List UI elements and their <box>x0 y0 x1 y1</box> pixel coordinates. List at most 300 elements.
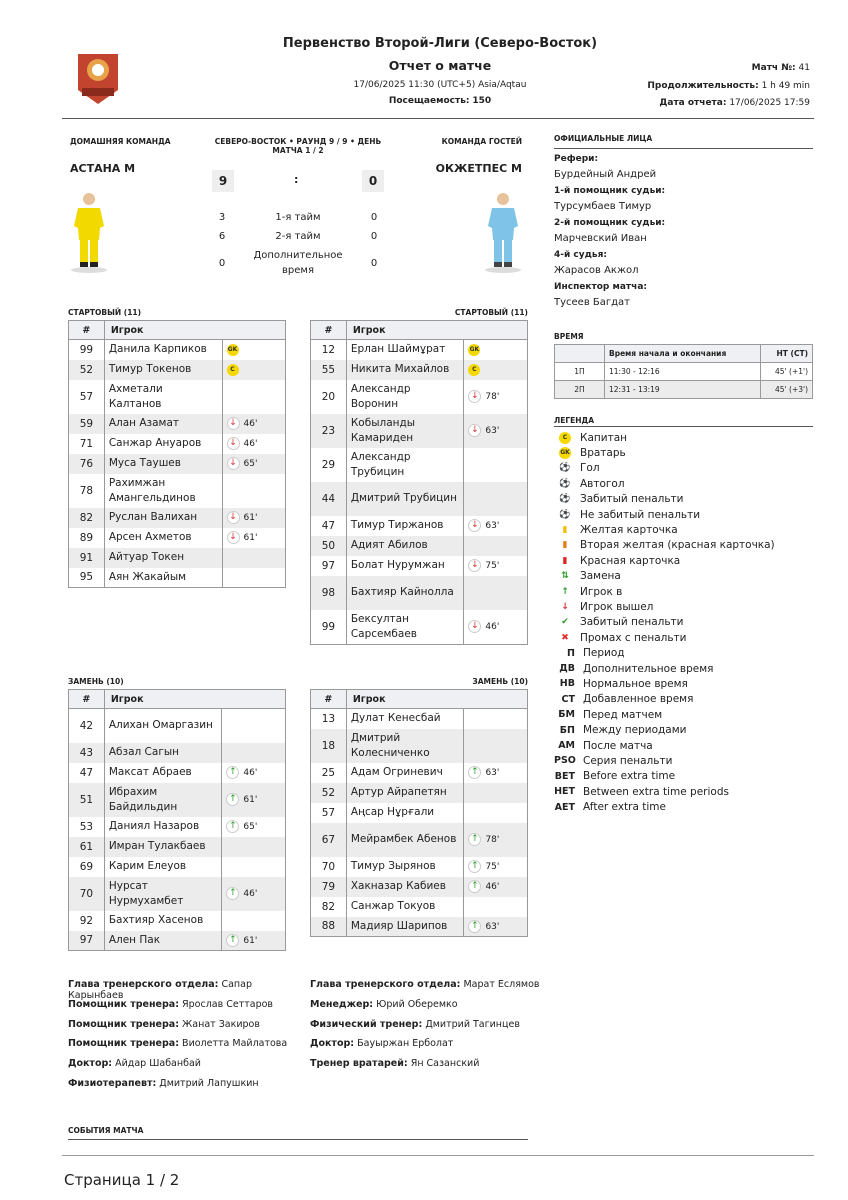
staff-item <box>310 1019 550 1039</box>
player-event <box>222 931 286 951</box>
captain-icon: C <box>468 364 480 376</box>
report-title: Первенство Второй-Лиги (Северо-Восток) <box>282 36 598 51</box>
player-number: 99 <box>69 340 105 360</box>
table-row <box>311 516 528 536</box>
player-number: 98 <box>311 576 347 610</box>
player-name: Бахтияр Хасенов <box>104 911 222 931</box>
staff-item <box>68 1058 308 1078</box>
legend-abbr-item <box>554 707 813 722</box>
table-row <box>69 857 286 877</box>
event-minute: 46' <box>485 622 500 632</box>
table-row <box>311 917 528 937</box>
player-number: 70 <box>311 857 347 877</box>
event-minute: 63' <box>485 521 500 531</box>
player-name: Адам Огриневич <box>346 763 464 783</box>
player-event <box>464 516 528 536</box>
officials-caption: ОФИЦИАЛЬНЫЕ ЛИЦА <box>554 134 653 143</box>
player-name: Данила Карпиков <box>104 340 222 360</box>
player-name: Алан Азамат <box>104 414 222 434</box>
player-event <box>222 763 286 783</box>
legend-item <box>554 538 813 553</box>
player-event <box>222 857 286 877</box>
table-row <box>69 414 286 434</box>
table-row <box>69 380 286 414</box>
table-row <box>311 576 528 610</box>
legend-abbr-label: Before extra time <box>583 770 676 783</box>
player-in-icon: ↑ <box>226 820 239 833</box>
staff-role: Глава тренерского отдела: <box>310 979 461 990</box>
player-in-icon: ↑ <box>468 766 481 779</box>
away-team-name: ОКЖЕТПЕС М <box>435 162 522 175</box>
player-number: 43 <box>69 743 105 763</box>
player-number: 23 <box>311 414 347 448</box>
player-number: 97 <box>311 556 347 576</box>
player-number: 51 <box>69 783 105 817</box>
legend-abbr-label: Дополнительное время <box>583 662 714 675</box>
table-row <box>69 360 286 380</box>
col-player: Игрок <box>346 690 527 709</box>
match-datetime: 17/06/2025 11:30 (UTC+5) Asia/Aqtau <box>353 80 527 90</box>
player-in-icon: ↑ <box>468 920 481 933</box>
staff-name: Марат Еслямов <box>463 979 540 990</box>
staff-item <box>310 1038 550 1058</box>
player-name: Дмитрий Трубицин <box>346 482 464 516</box>
away-subs-table <box>310 689 528 937</box>
table-row <box>311 380 528 414</box>
player-event <box>222 454 286 474</box>
player-name: Ерлан Шаймұрат <box>346 340 464 360</box>
table-row <box>69 911 286 931</box>
table-row <box>69 454 286 474</box>
official-role: Рефери: <box>554 154 599 164</box>
match-duration: Продолжительность: 1 h 49 min <box>647 81 810 91</box>
legend-label: Игрок в <box>580 585 623 598</box>
away-subs-caption: ЗАМЕНЬ (10) <box>472 677 528 686</box>
player-name: Тимур Тиржанов <box>346 516 464 536</box>
player-event <box>464 576 528 610</box>
player-event <box>464 536 528 556</box>
staff-role: Тренер вратарей: <box>310 1058 408 1070</box>
half-away-score: 0 <box>370 212 378 223</box>
official-role: Инспектор матча: <box>554 282 647 292</box>
legend-item <box>554 522 813 537</box>
player-event <box>222 528 286 548</box>
table-row <box>69 709 286 743</box>
table-row <box>69 474 286 508</box>
official-role: 2-й помощник судьи: <box>554 218 666 228</box>
legend-abbr-item <box>554 676 813 691</box>
official-name: Тусеев Багдат <box>554 297 631 308</box>
official-name: Марчевский Иван <box>554 233 647 244</box>
legend-abbr: БП <box>559 724 575 736</box>
legend-item <box>554 569 813 584</box>
event-minute: 46' <box>243 889 258 899</box>
legend-abbr: СТ <box>561 693 575 705</box>
legend-abbr-label: Период <box>583 647 625 660</box>
player-name: Максат Абраев <box>104 763 222 783</box>
half-row <box>200 210 396 225</box>
legend-label: Капитан <box>580 431 627 444</box>
table-row <box>69 743 286 763</box>
time-table <box>554 344 813 399</box>
staff-name: Юрий Оберемко <box>376 998 458 1010</box>
staff-role: Помощник тренера: <box>68 1038 180 1050</box>
away-kit-icon <box>480 190 526 277</box>
player-name: Александр Трубицин <box>346 448 464 482</box>
legend-abbr-item <box>554 799 813 814</box>
player-event <box>222 783 286 817</box>
page-number: Страница 1 / 2 <box>64 1171 180 1189</box>
legend-abbr: AET <box>554 801 575 813</box>
legend-item <box>554 476 813 491</box>
player-name: Санжар Ануаров <box>104 434 222 454</box>
legend-abbr-item <box>554 661 813 676</box>
player-number: 55 <box>311 360 347 380</box>
player-name: Абзал Сагын <box>104 743 222 763</box>
legend-abbr: АМ <box>558 740 575 751</box>
player-event <box>222 508 286 528</box>
legend-abbr-label: После матча <box>583 739 653 752</box>
penalty-scored-icon: ⚽ <box>559 494 571 505</box>
player-event <box>464 340 528 360</box>
home-staff-list <box>68 979 308 1098</box>
table-header-row <box>69 321 286 340</box>
legend-item <box>554 445 813 460</box>
player-name: Аңсар Нұрғали <box>346 803 464 823</box>
half-away-score: 0 <box>370 257 378 269</box>
player-number: 71 <box>69 434 105 454</box>
table-row <box>69 528 286 548</box>
player-name: Ахметали Калтанов <box>104 380 222 414</box>
event-minute: 63' <box>485 426 500 436</box>
staff-name: Дмитрий Лапушкин <box>159 1077 259 1089</box>
col-number: # <box>69 690 105 709</box>
events-caption: СОБЫТИЯ МАТЧА <box>68 1126 144 1135</box>
table-row <box>311 482 528 516</box>
captain-icon: C <box>227 364 239 376</box>
staff-name: Жанат Закиров <box>182 1018 260 1030</box>
player-name: Артур Айрапетян <box>346 783 464 803</box>
home-score: 9 <box>212 170 234 192</box>
player-name: Даниял Назаров <box>104 817 222 837</box>
player-event <box>464 556 528 576</box>
player-event <box>464 414 528 448</box>
legend-abbr-item <box>554 769 813 784</box>
staff-item <box>68 1078 308 1098</box>
player-event <box>464 803 528 823</box>
second-yellow-icon: ▮ <box>562 540 568 551</box>
league-logo <box>74 50 122 106</box>
substitution-icon: ⇅ <box>561 571 569 582</box>
report-date: Дата отчета: 17/06/2025 17:59 <box>659 98 810 108</box>
table-row <box>69 568 286 588</box>
player-event <box>464 783 528 803</box>
legend-abbr-item <box>554 692 813 707</box>
official-role: 1-й помощник судьи: <box>554 186 666 196</box>
player-number: 99 <box>311 610 347 645</box>
player-number: 61 <box>69 837 105 857</box>
player-number: 79 <box>311 877 347 897</box>
time-ht: 45' (+1') <box>761 363 813 381</box>
legend-label: Вратарь <box>580 447 626 460</box>
staff-item <box>310 1058 550 1078</box>
col-player: Игрок <box>346 321 527 340</box>
event-minute: 61' <box>243 935 258 946</box>
table-row <box>311 803 528 823</box>
player-event <box>222 911 286 931</box>
event-minute: 65' <box>243 822 258 832</box>
staff-name: Дмитрий Тагинцев <box>425 1018 520 1030</box>
own-goal-icon: ⚽ <box>559 478 571 489</box>
player-out-icon: ↓ <box>468 390 481 403</box>
half-row <box>200 229 396 244</box>
time-col-period <box>555 345 605 363</box>
half-row <box>200 248 396 278</box>
time-period: 2П <box>555 381 605 399</box>
table-row <box>69 763 286 783</box>
legend-label: Вторая желтая (красная карточка) <box>580 539 775 552</box>
player-name: Мейрамбек Абенов <box>346 823 464 857</box>
staff-name: Ярослав Сеттаров <box>182 998 274 1010</box>
player-name: Имран Тулакбаев <box>104 837 222 857</box>
legend-label: Гол <box>580 462 600 475</box>
player-number: 91 <box>69 548 105 568</box>
table-row <box>311 536 528 556</box>
player-event <box>222 360 286 380</box>
staff-role: Помощник тренера: <box>68 1018 180 1030</box>
player-in-icon: ↑ <box>226 887 239 900</box>
player-event <box>222 709 286 743</box>
table-header-row <box>311 690 528 709</box>
goalkeeper-icon: GK <box>468 344 480 356</box>
player-name: Арсен Ахметов <box>104 528 222 548</box>
event-minute: 61' <box>243 533 258 543</box>
table-row <box>311 783 528 803</box>
legend-label: Игрок вышел <box>580 600 654 613</box>
player-event <box>222 817 286 837</box>
player-event <box>464 897 528 917</box>
time-col-range: Время начала и окончания <box>605 345 761 363</box>
home-starting-caption: СТАРТОВЫЙ (11) <box>68 308 142 317</box>
player-name: Рахимжан Амангельдинов <box>104 474 222 508</box>
player-number: 97 <box>69 931 105 951</box>
player-event <box>464 729 528 763</box>
legend-abbr-label: Между периодами <box>583 724 687 737</box>
player-name: Никита Михайлов <box>346 360 464 380</box>
player-number: 20 <box>311 380 347 414</box>
table-row <box>69 837 286 857</box>
player-event <box>222 434 286 454</box>
player-number: 44 <box>311 482 347 516</box>
legend-label: Промах с пенальти <box>580 631 687 644</box>
legend-label: Красная карточка <box>580 554 681 567</box>
player-event <box>464 380 528 414</box>
half-label: Дополнительное время <box>253 250 343 276</box>
home-starting-table <box>68 320 286 588</box>
player-name: Бахтияр Кайнолла <box>346 576 464 610</box>
event-minute: 61' <box>243 795 258 805</box>
player-out-icon: ↓ <box>227 417 240 430</box>
player-in-icon: ↑ <box>468 860 481 873</box>
legend-label: Забитый пенальти <box>580 493 684 506</box>
table-row <box>311 610 528 645</box>
half-label: 1-я тайм <box>275 212 321 223</box>
legend-list <box>554 430 813 815</box>
staff-role: Доктор: <box>68 1058 113 1070</box>
legend-item <box>554 507 813 522</box>
player-number: 82 <box>311 897 347 917</box>
legend-item <box>554 492 813 507</box>
col-player: Игрок <box>104 690 285 709</box>
event-minute: 75' <box>485 862 500 872</box>
player-out-icon: ↓ <box>227 437 240 450</box>
legend-label: Забитый пенальти <box>580 616 684 629</box>
event-minute: 65' <box>243 459 258 469</box>
table-row <box>69 931 286 951</box>
player-name: Айтуар Токен <box>104 548 222 568</box>
player-name: Кобыланды Камариден <box>346 414 464 448</box>
player-name: Алихан Омаргазин <box>104 709 222 743</box>
legend-abbr-label: Серия пенальти <box>583 754 673 767</box>
player-event <box>464 917 528 937</box>
table-row <box>311 823 528 857</box>
time-row <box>555 363 813 381</box>
legend-abbr: PSO <box>554 755 576 767</box>
table-row <box>69 548 286 568</box>
table-row <box>69 340 286 360</box>
home-subs-table <box>68 689 286 951</box>
player-event <box>222 548 286 568</box>
player-number: 53 <box>69 817 105 837</box>
player-name: Хакназар Кабиев <box>346 877 464 897</box>
staff-name: Айдар Шабанбай <box>115 1058 201 1070</box>
legend-abbr-item <box>554 645 813 660</box>
player-out-icon: ↓ <box>227 511 240 524</box>
home-team-name: АСТАНА М <box>70 162 136 175</box>
player-event <box>222 568 286 588</box>
event-minute: 46' <box>485 882 500 892</box>
event-minute: 46' <box>243 768 258 778</box>
table-row <box>311 360 528 380</box>
player-name: Нурсат Нурмухамбет <box>104 877 222 911</box>
player-number: 13 <box>311 709 347 729</box>
player-name: Тимур Зырянов <box>346 857 464 877</box>
captain-icon: C <box>554 432 576 444</box>
player-event <box>222 414 286 434</box>
event-minute: 46' <box>243 439 258 449</box>
staff-role: Менеджер: <box>310 998 374 1010</box>
player-number: 95 <box>69 568 105 588</box>
legend-abbr-item <box>554 738 813 753</box>
legend-abbr-label: Перед матчем <box>583 708 663 721</box>
legend-abbr-item <box>554 753 813 768</box>
player-event <box>464 709 528 729</box>
player-event <box>222 340 286 360</box>
table-header-row <box>311 321 528 340</box>
legend-abbr: BET <box>554 770 575 782</box>
legend-label: Не забитый пенальти <box>580 508 701 521</box>
away-staff-list <box>310 979 550 1078</box>
event-minute: 75' <box>485 561 500 571</box>
player-event <box>464 482 528 516</box>
player-name: Болат Нурумжан <box>346 556 464 576</box>
legend-abbr: HET <box>554 786 575 798</box>
player-number: 52 <box>69 360 105 380</box>
staff-name: Ян Сазанский <box>410 1058 480 1070</box>
official-name: Бурдейный Андрей <box>554 169 657 180</box>
legend-abbr: НВ <box>559 678 575 690</box>
player-name: Дулат Кенесбай <box>346 709 464 729</box>
col-player: Игрок <box>104 321 285 340</box>
time-range: 12:31 - 13:19 <box>605 381 761 399</box>
official-name: Жарасов Акжол <box>554 265 639 276</box>
goalkeeper-icon: GK <box>227 344 239 356</box>
player-event <box>464 610 528 645</box>
legend-item <box>554 461 813 476</box>
player-name: Бексултан Сарсембаев <box>346 610 464 645</box>
away-score: 0 <box>362 170 384 192</box>
table-row <box>69 877 286 911</box>
player-number: 18 <box>311 729 347 763</box>
player-name: Александр Воронин <box>346 380 464 414</box>
staff-item <box>68 1019 308 1039</box>
staff-role: Помощник тренера: <box>68 998 180 1010</box>
player-number: 70 <box>69 877 105 911</box>
player-out-icon: ↓ <box>468 519 481 532</box>
legend-abbr-item <box>554 722 813 737</box>
half-home-score: 6 <box>218 231 226 242</box>
staff-item <box>68 999 308 1019</box>
player-out-icon: ↓ <box>227 457 240 470</box>
table-row <box>69 434 286 454</box>
player-in-icon: ↑ <box>468 833 481 846</box>
player-number: 50 <box>311 536 347 556</box>
legend-abbr: БМ <box>558 709 575 721</box>
player-name: Ален Пак <box>104 931 222 951</box>
shootout-scored-icon: ✔ <box>561 617 569 628</box>
half-home-score: 3 <box>218 212 226 223</box>
player-number: 47 <box>69 763 105 783</box>
staff-item <box>68 1038 308 1058</box>
officials-divider <box>554 148 813 149</box>
away-starting-table <box>310 320 528 645</box>
half-away-score: 0 <box>370 231 378 242</box>
table-row <box>311 556 528 576</box>
table-row <box>311 340 528 360</box>
goal-icon: ⚽ <box>559 463 571 474</box>
player-number: 47 <box>311 516 347 536</box>
player-name: Мадияр Шарипов <box>346 917 464 937</box>
table-row <box>311 414 528 448</box>
goalkeeper-icon: GK <box>554 447 576 459</box>
staff-name: Виолетта Майлатова <box>182 1038 288 1050</box>
time-ht: 45' (+3') <box>761 381 813 399</box>
player-number: 57 <box>311 803 347 823</box>
footer-divider <box>62 1155 814 1156</box>
event-minute: 46' <box>243 419 258 429</box>
player-number: 69 <box>69 857 105 877</box>
event-minute: 63' <box>485 921 500 932</box>
table-row <box>69 817 286 837</box>
player-name: Муса Таушев <box>104 454 222 474</box>
time-col-ht: HT (CT) <box>761 345 813 363</box>
table-row <box>311 857 528 877</box>
player-number: 89 <box>69 528 105 548</box>
legend-label: Желтая карточка <box>580 524 678 537</box>
player-in-icon: ↑ <box>226 793 239 806</box>
player-number: 12 <box>311 340 347 360</box>
player-number: 59 <box>69 414 105 434</box>
